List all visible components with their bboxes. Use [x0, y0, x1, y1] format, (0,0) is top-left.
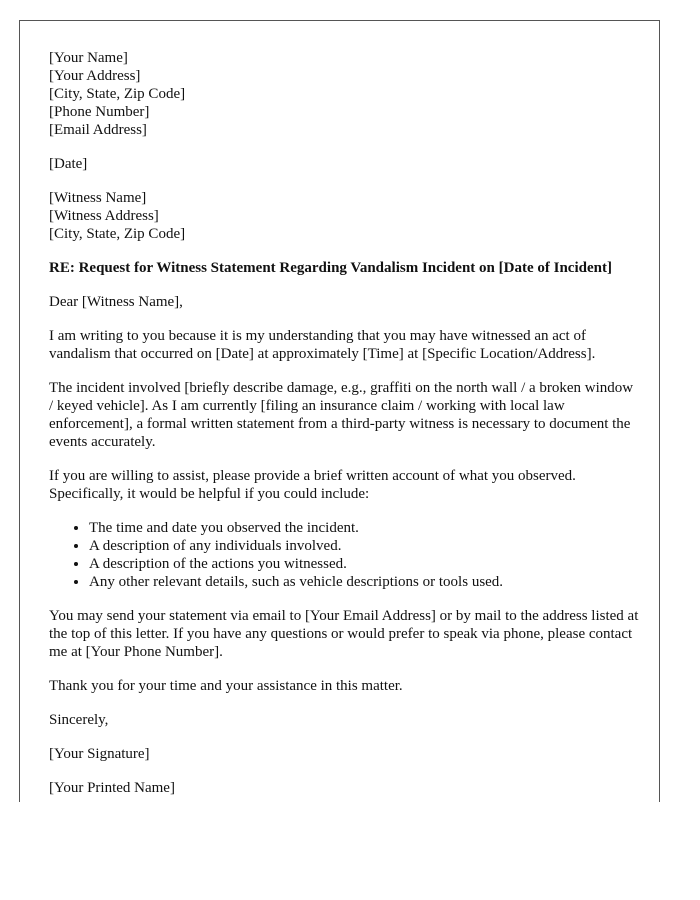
- recipient-city: [City, State, Zip Code]: [49, 226, 186, 242]
- recipient-name: [Witness Name]: [49, 190, 147, 206]
- sender-email: [Email Address]: [49, 122, 147, 138]
- letter-date: [Date]: [49, 156, 88, 172]
- letter-page: [19, 20, 660, 802]
- sender-block: [49, 49, 639, 139]
- paragraph-request: If you are willing to assist, please provide a brief written account of what you observed. Specifically, it would be helpful if you could include:: [49, 468, 576, 502]
- paragraph-incident: The incident involved [briefly describe damage, e.g., graffiti on the north wall / a broken window / keyed vehicle]. As I am currently [filing an insurance claim / working with local law enforcement], a formal written statement from a third-party witness is necessary to document the events accurately.: [49, 380, 634, 450]
- list-item: • A description of the actions you witnessed.: [89, 555, 639, 573]
- list-item: • Any other relevant details, such as vehicle descriptions or tools used.: [89, 573, 639, 591]
- salutation: Dear [Witness Name],: [49, 294, 183, 310]
- sender-address: [Your Address]: [49, 68, 141, 84]
- recipient-address: [Witness Address]: [49, 208, 159, 224]
- signoff: Sincerely,: [49, 712, 109, 728]
- sender-phone: [Phone Number]: [49, 104, 150, 120]
- printed-name: [Your Printed Name]: [49, 780, 175, 796]
- signature: [Your Signature]: [49, 746, 150, 762]
- paragraph-thanks: Thank you for your time and your assistance in this matter.: [49, 678, 403, 694]
- sender-name: [Your Name]: [49, 50, 128, 66]
- letter-body: [49, 49, 639, 802]
- subject-line: RE: Request for Witness Statement Regarding Vandalism Incident on [Date of Incident]: [49, 260, 612, 276]
- list-item: • A description of any individuals involved.: [89, 537, 639, 555]
- paragraph-intro: I am writing to you because it is my understanding that you may have witnessed an act of vandalism that occurred on [Date] at approximately [Time] at [Specific Location/Address].: [49, 328, 596, 362]
- list-item: • The time and date you observed the incident.: [89, 519, 639, 537]
- recipient-block: [49, 189, 639, 243]
- sender-city: [City, State, Zip Code]: [49, 86, 186, 102]
- paragraph-contact: You may send your statement via email to [Your Email Address] or by mail to the address listed at the top of this letter. If you have any questions or would prefer to speak via phone, please contact me at [Your Phone Number].: [49, 608, 639, 660]
- requested-details-list: [49, 519, 639, 591]
